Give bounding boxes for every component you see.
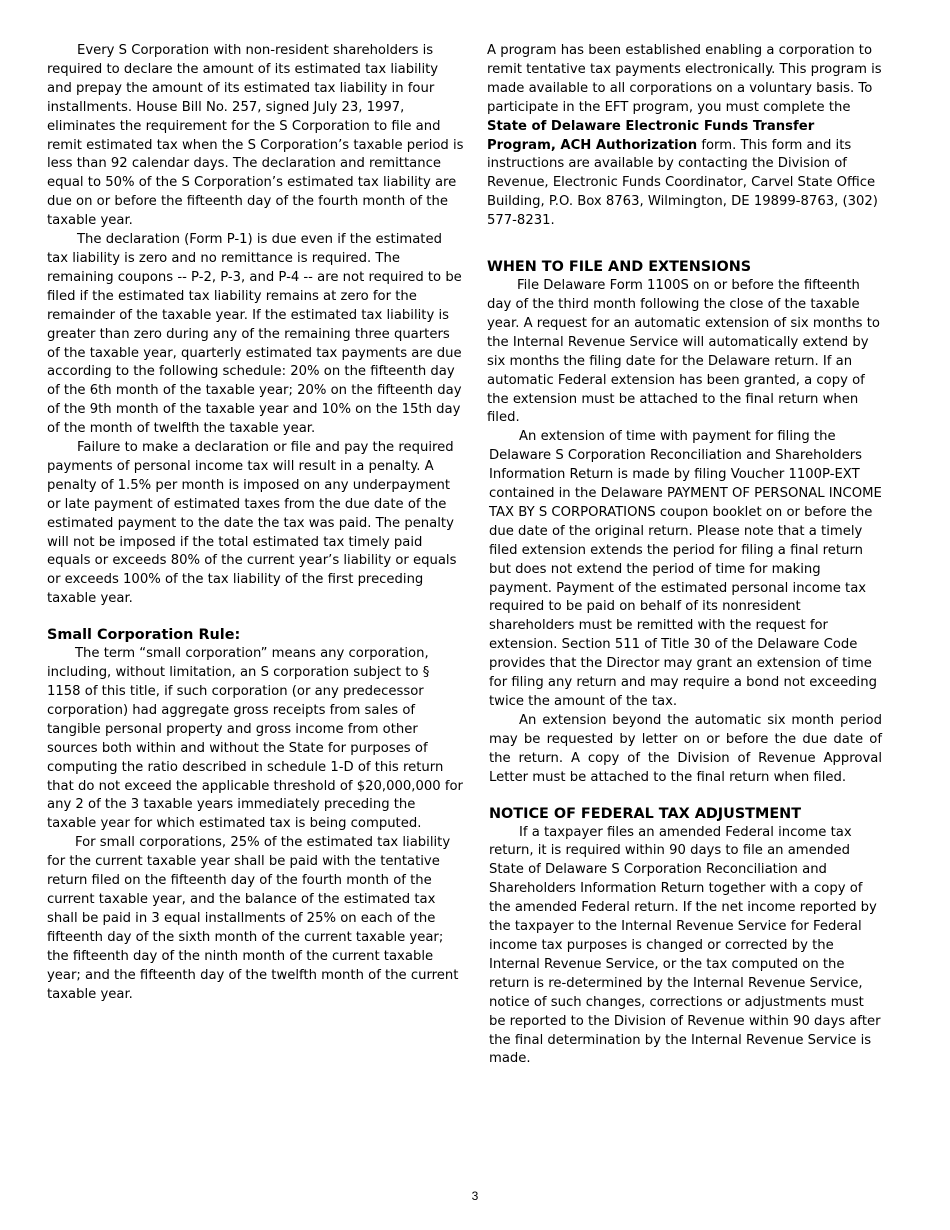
page-number: 3 [471,1189,479,1203]
eft-text-end: form. This form and its instructions are available by contacting the Division of Revenue, Electronic Funds Coordinator, Carvel State Office Building, P.O. Box 8763, Wilmington, DE 19899-8763, (302) 577-8231. [487,137,878,229]
paragraph-extension-with-payment: An extension of time with payment for filing the Delaware S Corporation Reconciliation and Shareholders Information Return is made by filing Voucher 1100P-EXT contained in the Delaware PAYMENT OF PERSONAL INCOME TAX BY S CORPORATIONS coupon booklet on or before the due date of the original return. Please note that a timely filed extension extends the period for filing a final return but does not extend the period of time for making payment. Payment of the estimated personal income tax required to be paid on behalf of its nonresident shareholders must be remitted with the request for extension. Section 511 of Title 30 of the Delaware Code provides that the Director may grant an extension of time for filing any return and may require a bond not exceeding twice the amount of the tax. [489,429,882,709]
eft-text-start: A program has been established enabling a corporation to remit tentative tax payments electronically. This program is made available to all corporations on a voluntary basis. To participate in the EFT program, you must complete the [487,43,882,115]
heading-when-to-file: WHEN TO FILE AND EXTENSIONS [487,259,752,276]
heading-small-corporation-rule: Small Corporation Rule: [47,627,241,644]
paragraph-when-to-file: File Delaware Form 1100S on or before the fifteenth day of the third month following the close of the taxable year. A request for an automatic extension of six months to the Internal Revenue Service will automatically extend by six months the filing date for the Delaware return. If an automatic Federal extension has been granted, a copy of the extension must be attached to the final return when filed. [487,278,880,426]
paragraph-extension-beyond: An extension beyond the automatic six month period may be requested by letter on or before the due date of the return. A copy of the Division of Revenue Approval Letter must be attached to the final return when filed. [489,712,882,785]
paragraph-small-corporation-payments: For small corporations, 25% of the estimated tax liability for the current taxable year shall be paid with the tentative return filed on the fifteenth day of the fourth month of the current taxable year, and the balance of the estimated tax shall be paid in 3 equal installments of 25% on each of the fifteenth day of the sixth month of the current taxable year; the fifteenth day of the ninth month of the current taxable year; and the fifteenth day of the twelfth month of the current taxable year. [47,835,459,1002]
heading-federal-tax-adjustment: NOTICE OF FEDERAL TAX ADJUSTMENT [489,805,802,822]
paragraph-federal-tax-adjustment: If a taxpayer files an amended Federal income tax return, it is required within 90 days to file an amended State of Delaware S Corporation Reconciliation and Shareholders Information Return together with a copy of the amended Federal return. If the net income reported by the taxpayer to the Internal Revenue Service for Federal income tax purposes is changed or corrected by the Internal Revenue Service, or the tax computed on the return is re-determined by the Internal Revenue Service, notice of such changes, corrections or adjustments must be reported to the Division of Revenue within 90 days after the final determination by the Internal Revenue Service is made. [489,824,881,1067]
paragraph-small-corporation-definition: The term “small corporation” means any corporation, including, without limitation, an S corporation subject to § 1158 of this title, if such corporation (or any predecessor corporation) had aggregate gross receipts from sales of tangible personal property and gross income from other sources both within and without the State for purposes of computing the ratio described in schedule 1-D of this return that do not exceed the applicable threshold of $20,000,000 for any 2 of the 3 taxable years immediately preceding the taxable year for which estimated tax is being computed. [47,646,463,832]
paragraph-eft-program [487,42,882,231]
paragraph-penalty: Failure to make a declaration or file and pay the required payments of personal income tax will result in a penalty. A penalty of 1.5% per month is imposed on any underpayment or late payment of estimated taxes from the due date of the estimated payment to the date the tax was paid. The penalty will not be imposed if the total estimated tax timely paid equals or exceeds 80% of the current year’s liability or equals or exceeds 100% of the tax liability of the first preceding taxable year. [47,440,457,607]
left-column [47,42,465,1004]
paragraph-estimated-tax-requirement: Every S Corporation with non-resident shareholders is required to declare the amount of its estimated tax liability and prepay the amount of its estimated tax liability in four installments. House Bill No. 257, signed July 23, 1997, eliminates the requirement for the S Corporation to file and remit estimated tax when the S Corporation’s taxable period is less than 92 calendar days. The declaration and remittance equal to 50% of the S Corporation’s estimated tax liability are due on or before the fifteenth day of the fourth month of the taxable year. [47,43,464,229]
paragraph-declaration-form-p1: The declaration (Form P-1) is due even if the estimated tax liability is zero and no remittance is required. The remaining coupons -- P-2, P-3, and P-4 -- are not required to be filed if the estimated tax liability remains at zero for the remainder of the taxable year. If the estimated tax liability is greater than zero during any of the remaining three quarters of the taxable year, quarterly estimated tax payments are due according to the following schedule: 20% on the fifteenth day of the 6th month of the taxable year; 20% on the fifteenth day of the 9th month of the taxable year and 10% on the 15th day of the month of twelfth the taxable year. [47,232,462,437]
eft-form-name: State of Delaware Electronic Funds Transfer Program, ACH Authorization [487,118,815,153]
right-column [487,42,882,1069]
